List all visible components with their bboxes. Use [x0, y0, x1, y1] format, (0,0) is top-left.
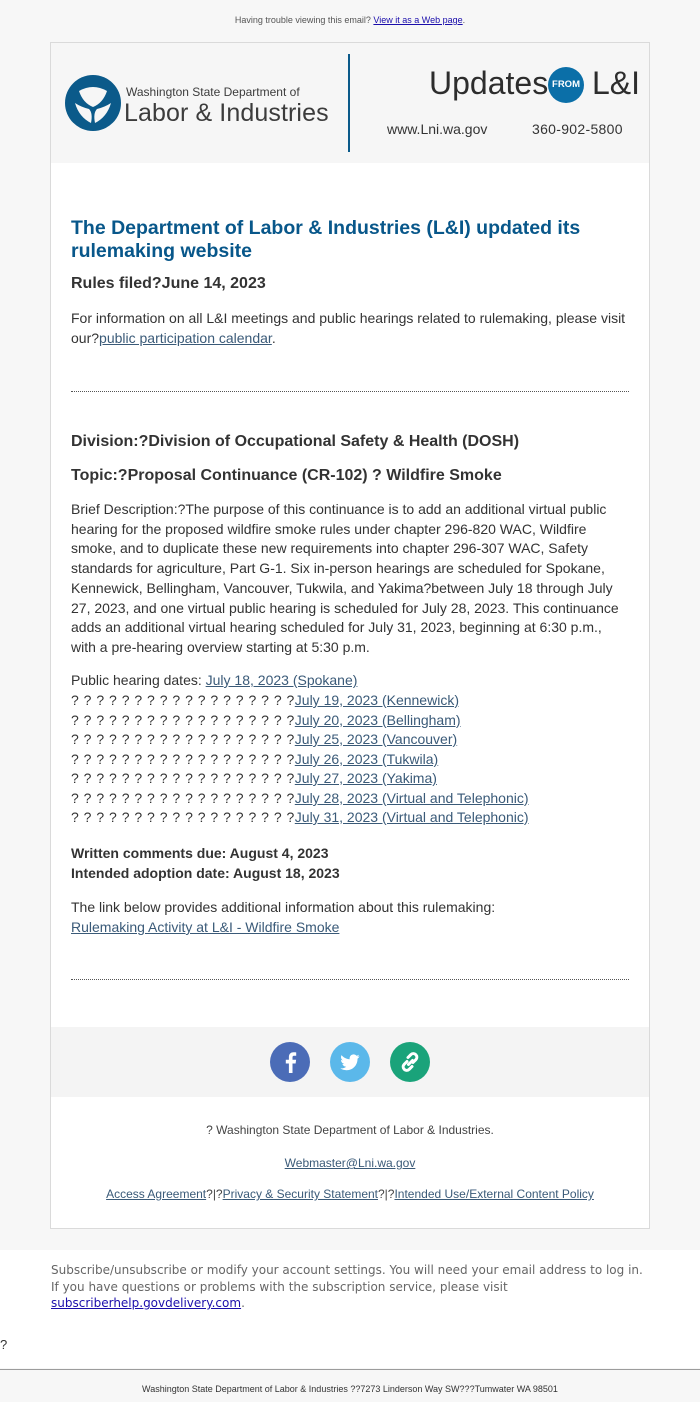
article-headline: The Department of Labor & Industries (L&I) updated its rulemaking website — [71, 217, 581, 262]
hearing-dates-row — [71, 730, 457, 750]
postal-address: Washington State Department of Labor & Industries ??7273 Linderson Way SW???Tumwater WA 98501 — [142, 1384, 558, 1394]
org-name-large: Labor & Industries — [124, 99, 329, 127]
org-name-small: Washington State Department of — [126, 85, 300, 99]
hearing-indent: ? ? ? ? ? ? ? ? ? ? ? ? ? ? ? ? ? ? — [71, 692, 295, 708]
twitter-icon — [330, 1042, 370, 1082]
footer-separator: ?|? — [206, 1187, 223, 1201]
hearing-dates-row — [71, 750, 438, 770]
view-as-webpage-link[interactable]: View it as a Web page — [373, 15, 463, 25]
stray-character: ? — [0, 1337, 8, 1352]
webmaster-row — [51, 1156, 649, 1170]
subscription-text — [51, 1262, 651, 1312]
privacy-statement-link[interactable]: Privacy & Security Statement — [222, 1187, 378, 1201]
header-divider — [348, 54, 350, 152]
copyright-text: ? Washington State Department of Labor & Industries. — [206, 1123, 494, 1137]
footer-separator: ?|? — [378, 1187, 395, 1201]
webmaster-email-link[interactable]: Webmaster@Lni.wa.gov — [284, 1156, 416, 1170]
more-info-row — [71, 918, 339, 938]
intro-text: For information on all L&I meetings and public hearings related to rulemaking, please visit our? — [71, 310, 626, 346]
adoption-date: Intended adoption date: August 18, 2023 — [71, 865, 340, 881]
rules-filed: Rules filed?June 14, 2023 — [71, 275, 266, 292]
intended-use-link[interactable]: Intended Use/External Content Policy — [394, 1187, 594, 1201]
hearing-dates-label: Public hearing dates: — [71, 672, 206, 688]
hearing-dates-row — [71, 671, 357, 691]
subscription-message: Subscribe/unsubscribe or modify your account settings. You will need your email address to log in. If you have questions or problems with the subscription service, please visit — [51, 1263, 643, 1294]
section-divider — [71, 979, 629, 980]
section-divider — [71, 391, 629, 392]
hearing-link[interactable]: July 18, 2023 (Spokane) — [205, 672, 358, 688]
intro-suffix: . — [271, 329, 276, 346]
comments-due: Written comments due: August 4, 2023 — [71, 845, 329, 861]
preheader-suffix: . — [462, 15, 466, 25]
subscription-band — [0, 1250, 700, 1368]
hearing-indent: ? ? ? ? ? ? ? ? ? ? ? ? ? ? ? ? ? ? — [71, 809, 295, 825]
hearing-link[interactable]: July 31, 2023 (Virtual and Telephonic) — [294, 809, 529, 825]
lni-logo-icon — [63, 73, 123, 133]
intro-paragraph — [71, 309, 629, 348]
hearing-indent: ? ? ? ? ? ? ? ? ? ? ? ? ? ? ? ? ? ? — [71, 731, 295, 747]
hearing-dates-row — [71, 769, 437, 789]
hearing-indent: ? ? ? ? ? ? ? ? ? ? ? ? ? ? ? ? ? ? — [71, 790, 295, 806]
hearing-indent: ? ? ? ? ? ? ? ? ? ? ? ? ? ? ? ? ? ? — [71, 712, 295, 728]
copy-link-button[interactable] — [390, 1042, 430, 1082]
preheader — [0, 15, 700, 25]
address-divider — [0, 1369, 700, 1370]
lni-title: L&I — [592, 65, 641, 101]
hearing-link[interactable]: July 27, 2023 (Yakima) — [294, 770, 437, 786]
hearing-dates-row — [71, 711, 461, 731]
social-band — [51, 1027, 649, 1097]
facebook-share-button[interactable] — [270, 1042, 310, 1082]
hearing-dates-row — [71, 789, 529, 809]
phone-text: 360-902-5800 — [532, 121, 623, 137]
brief-description: Brief Description:?The purpose of this continuance is to add an additional virtual public hearing for the proposed wildfire smoke rules under chapter 296-820 WAC, Wildfire smoke, and to duplicate these new requirements into chapter 296-307 WAC, Safety standards for agriculture, Part G-1. Six in-person hearings are scheduled for Spokane, Kennewick, Bellingham, Vancouver, Tukwila, and Yakima?between July 18 through July 27, 2023, and one virtual public hearing is scheduled for July 28, 2023. This continuance adds an additional virtual hearing scheduled for July 31, 2023, beginning at 6:30 p.m., with a pre-hearing overview starting at 5:30 p.m. — [71, 501, 619, 655]
hearing-link[interactable]: July 25, 2023 (Vancouver) — [294, 731, 458, 747]
link-icon — [390, 1042, 430, 1082]
from-badge: FROM — [548, 67, 584, 103]
twitter-share-button[interactable] — [330, 1042, 370, 1082]
hearing-link[interactable]: July 20, 2023 (Bellingham) — [294, 712, 461, 728]
footer-links — [51, 1187, 649, 1201]
hearing-dates-row — [71, 808, 529, 828]
hearing-link[interactable]: July 28, 2023 (Virtual and Telephonic) — [294, 790, 529, 806]
preheader-text: Having trouble viewing this email? — [234, 15, 374, 25]
facebook-icon — [270, 1042, 310, 1082]
website-text: www.Lni.wa.gov — [387, 121, 488, 137]
hearing-link[interactable]: July 19, 2023 (Kennewick) — [294, 692, 459, 708]
division-heading: Division:?Division of Occupational Safety & Health (DOSH) — [71, 433, 520, 450]
rulemaking-activity-link[interactable]: Rulemaking Activity at L&I - Wildfire Smoke — [71, 919, 340, 935]
hearing-indent: ? ? ? ? ? ? ? ? ? ? ? ? ? ? ? ? ? ? — [71, 770, 295, 786]
hearing-indent: ? ? ? ? ? ? ? ? ? ? ? ? ? ? ? ? ? ? — [71, 751, 295, 767]
email-header — [51, 43, 649, 163]
access-agreement-link[interactable]: Access Agreement — [106, 1187, 207, 1201]
hearing-dates-row — [71, 691, 459, 711]
more-info-text: The link below provides additional information about this rulemaking: — [71, 899, 496, 915]
email-card — [50, 42, 650, 1229]
subscriber-help-link[interactable]: subscriberhelp.govdelivery.com — [51, 1296, 242, 1310]
participation-calendar-link[interactable]: public participation calendar — [99, 329, 272, 346]
hearing-link[interactable]: July 26, 2023 (Tukwila) — [294, 751, 439, 767]
topic-heading: Topic:?Proposal Continuance (CR-102) ? Wildfire Smoke — [71, 467, 502, 484]
subscription-suffix: . — [241, 1296, 245, 1310]
updates-title: Updates — [429, 65, 549, 101]
